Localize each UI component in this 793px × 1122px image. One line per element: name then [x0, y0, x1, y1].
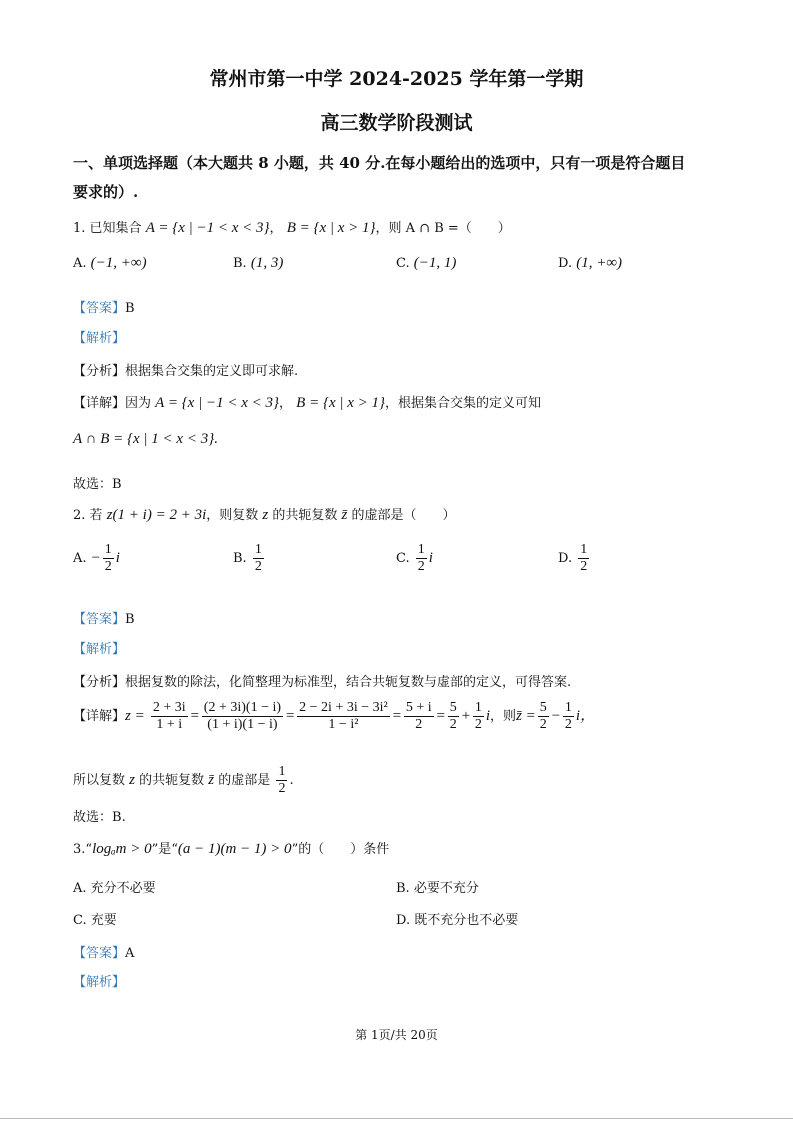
- option-value: (−1, +∞): [90, 255, 147, 271]
- imag-unit: i，: [575, 708, 596, 724]
- comma: ，: [269, 221, 283, 236]
- option-c: [396, 255, 456, 272]
- option-b: B. 必要不充分: [396, 881, 479, 896]
- fraction: [202, 700, 283, 733]
- imag-unit: i: [485, 708, 491, 724]
- stem-text: 已知集合: [89, 221, 142, 236]
- numerator: 5: [539, 700, 547, 715]
- numerator: 1: [580, 542, 588, 557]
- option-a: [73, 255, 147, 272]
- analysis-label: 【解析】: [73, 331, 126, 346]
- fenxi-label: 【分析】: [73, 675, 126, 690]
- condition-1: logₐm > 0: [92, 841, 152, 857]
- condition-2: (a − 1)(m − 1) > 0: [177, 841, 292, 857]
- numerator: 2 + 3i: [152, 700, 186, 715]
- fenxi-label: 【分析】: [73, 364, 126, 379]
- fraction: [563, 700, 574, 733]
- quote: “: [85, 842, 93, 857]
- page-title: 常州市第一中学 2024-2025 学年第一学期: [209, 68, 584, 90]
- conclusion-line: [73, 764, 294, 797]
- set-a: A = {x | −1 < x < 3}: [155, 395, 279, 411]
- fraction: [297, 700, 390, 733]
- answer-label: 【答案】: [73, 946, 126, 961]
- var-zbar: z̄: [208, 772, 215, 788]
- numerator: 5 + i: [405, 700, 432, 715]
- fenxi-text: 根据集合交集的定义即可求解.: [125, 364, 299, 379]
- page-subtitle: 高三数学阶段测试: [320, 112, 473, 134]
- xiangjie-line: [73, 392, 541, 412]
- var-z: z: [262, 507, 269, 523]
- var-zbar: z̄ =: [516, 708, 536, 724]
- page-footer: 第 1页/共 20页: [355, 1028, 438, 1042]
- denominator: 2: [539, 717, 547, 732]
- fraction: [448, 700, 459, 733]
- denominator: 2: [278, 781, 286, 796]
- var-zbar: z̄: [341, 507, 348, 523]
- option-value: (1, 3): [250, 255, 284, 271]
- set-b: B = {x | x > 1}: [286, 220, 376, 236]
- option-label: A.: [73, 551, 87, 566]
- set-b: B = {x | x > 1}: [296, 395, 385, 411]
- choose-label: 故选：: [73, 810, 113, 825]
- conclusion-text: 所以复数: [73, 773, 126, 788]
- fraction: [578, 542, 589, 575]
- denominator: 1 + i: [151, 716, 188, 733]
- equals: =: [189, 708, 200, 724]
- choose-value: B: [112, 477, 122, 492]
- fraction: [404, 700, 434, 733]
- xiangjie-label: 【详解】: [73, 396, 126, 411]
- denominator: 2: [417, 559, 425, 574]
- question-2-stem: [73, 504, 456, 524]
- denominator: 2: [104, 559, 112, 574]
- option-d: [558, 255, 622, 272]
- question-number: 2.: [73, 508, 86, 523]
- answer-label: 【答案】: [73, 612, 126, 627]
- choose-value: B.: [112, 810, 126, 825]
- fenxi-line: [73, 360, 298, 379]
- stem-text: 的虚部是（ ）: [351, 508, 456, 523]
- analysis-label: 【解析】: [73, 642, 126, 657]
- denominator: 2: [564, 717, 572, 732]
- minus-sign: −: [90, 550, 101, 566]
- fraction: [416, 542, 427, 575]
- option-b: [233, 255, 283, 272]
- option-label: B.: [233, 551, 247, 566]
- var-z: z =: [125, 708, 145, 724]
- stem-text: 若: [89, 508, 103, 523]
- conclusion-text: 的虚部是: [218, 773, 271, 788]
- denominator: (1 + i)(1 − i): [202, 716, 283, 733]
- option-label: A.: [73, 256, 87, 271]
- option-c: C. 充要: [73, 913, 117, 928]
- analysis-label: 【解析】: [73, 975, 126, 990]
- stem-text: ”是“: [151, 842, 178, 857]
- option-a: [73, 542, 120, 575]
- imag-unit: i: [428, 550, 433, 566]
- numerator: 5: [449, 700, 457, 715]
- option-label: C.: [396, 551, 410, 566]
- var-z: z: [129, 772, 135, 788]
- choose-line: [73, 473, 122, 492]
- xiangjie-line: [73, 700, 595, 733]
- denominator: 2: [449, 717, 457, 732]
- imag-unit: i: [115, 550, 120, 566]
- question-number: 3.: [73, 842, 86, 857]
- stem-text: ，则 A ∩ B =（ ）: [375, 221, 511, 236]
- fenxi-line: [73, 671, 571, 690]
- option-value: (−1, 1): [413, 255, 457, 271]
- denominator: 2: [474, 717, 482, 732]
- numerator: 1: [474, 700, 482, 715]
- fraction: [276, 764, 287, 797]
- equals: =: [285, 708, 296, 724]
- question-3-stem: [73, 838, 389, 858]
- option-label: B.: [233, 256, 247, 271]
- question-number: 1.: [73, 221, 86, 236]
- option-label: C.: [396, 256, 410, 271]
- set-a: A = {x | −1 < x < 3}: [145, 220, 270, 236]
- answer-value: B: [125, 612, 135, 627]
- comma: ，: [279, 396, 293, 411]
- fraction: [253, 542, 264, 575]
- xiangjie-text: 因为: [125, 396, 152, 411]
- choose-line: [73, 806, 126, 825]
- choose-label: 故选：: [73, 477, 113, 492]
- option-label: D.: [558, 256, 573, 271]
- equals: =: [391, 708, 402, 724]
- fraction: [473, 700, 484, 733]
- stem-text: ，则复数: [206, 508, 259, 523]
- numerator: 1: [564, 700, 572, 715]
- numerator: 1: [278, 764, 286, 779]
- option-d: [558, 542, 591, 575]
- equals: =: [435, 708, 446, 724]
- plus: +: [460, 708, 471, 724]
- conclusion-text: 的共轭复数: [139, 773, 205, 788]
- option-c: [396, 542, 433, 575]
- equation: z(1 + i) = 2 + 3i: [106, 507, 207, 523]
- section-heading-cont: 要求的）.: [73, 183, 139, 201]
- section-heading: 一、单项选择题（本大题共 8 小题，共 40 分.在每小题给出的选项中，只有一项是符合题目: [73, 154, 686, 172]
- option-a: A. 充分不必要: [73, 881, 156, 896]
- denominator: 1 − i²: [297, 716, 390, 733]
- minus: −: [550, 708, 561, 724]
- xiangjie-text: ，则: [490, 709, 517, 724]
- answer-line: [73, 608, 135, 627]
- numerator: 2 − 2i + 3i − 3i²: [299, 700, 388, 715]
- numerator: 1: [104, 542, 112, 557]
- stem-text: ”的（ ）条件: [291, 842, 390, 857]
- answer-line: [73, 297, 135, 316]
- option-b: [233, 542, 266, 575]
- denominator: 2: [580, 559, 588, 574]
- option-d: D. 既不充分也不必要: [396, 913, 519, 928]
- stem-text: 的共轭复数: [272, 508, 338, 523]
- period: .: [289, 773, 294, 788]
- denominator: 2: [254, 559, 262, 574]
- fraction: [103, 542, 114, 575]
- bottom-divider: [0, 1118, 793, 1119]
- denominator: 2: [404, 716, 434, 733]
- fenxi-text: 根据复数的除法，化简整理为标准型，结合共轭复数与虚部的定义，可得答案.: [125, 675, 572, 690]
- answer-label: 【答案】: [73, 301, 126, 316]
- fraction: [538, 700, 549, 733]
- answer-line: [73, 942, 134, 961]
- answer-value: A: [125, 946, 135, 961]
- intersection-result: A ∩ B = {x | 1 < x < 3}.: [73, 431, 218, 447]
- fraction: [151, 700, 188, 733]
- numerator: 1: [254, 542, 262, 557]
- xiangjie-text: ，根据集合交集的定义可知: [385, 396, 542, 411]
- option-value: (1, +∞): [576, 255, 623, 271]
- answer-value: B: [125, 301, 135, 316]
- xiangjie-label: 【详解】: [73, 709, 126, 724]
- numerator: (2 + 3i)(1 − i): [203, 700, 282, 715]
- question-1-stem: [73, 217, 511, 237]
- option-label: D.: [558, 551, 573, 566]
- numerator: 1: [417, 542, 425, 557]
